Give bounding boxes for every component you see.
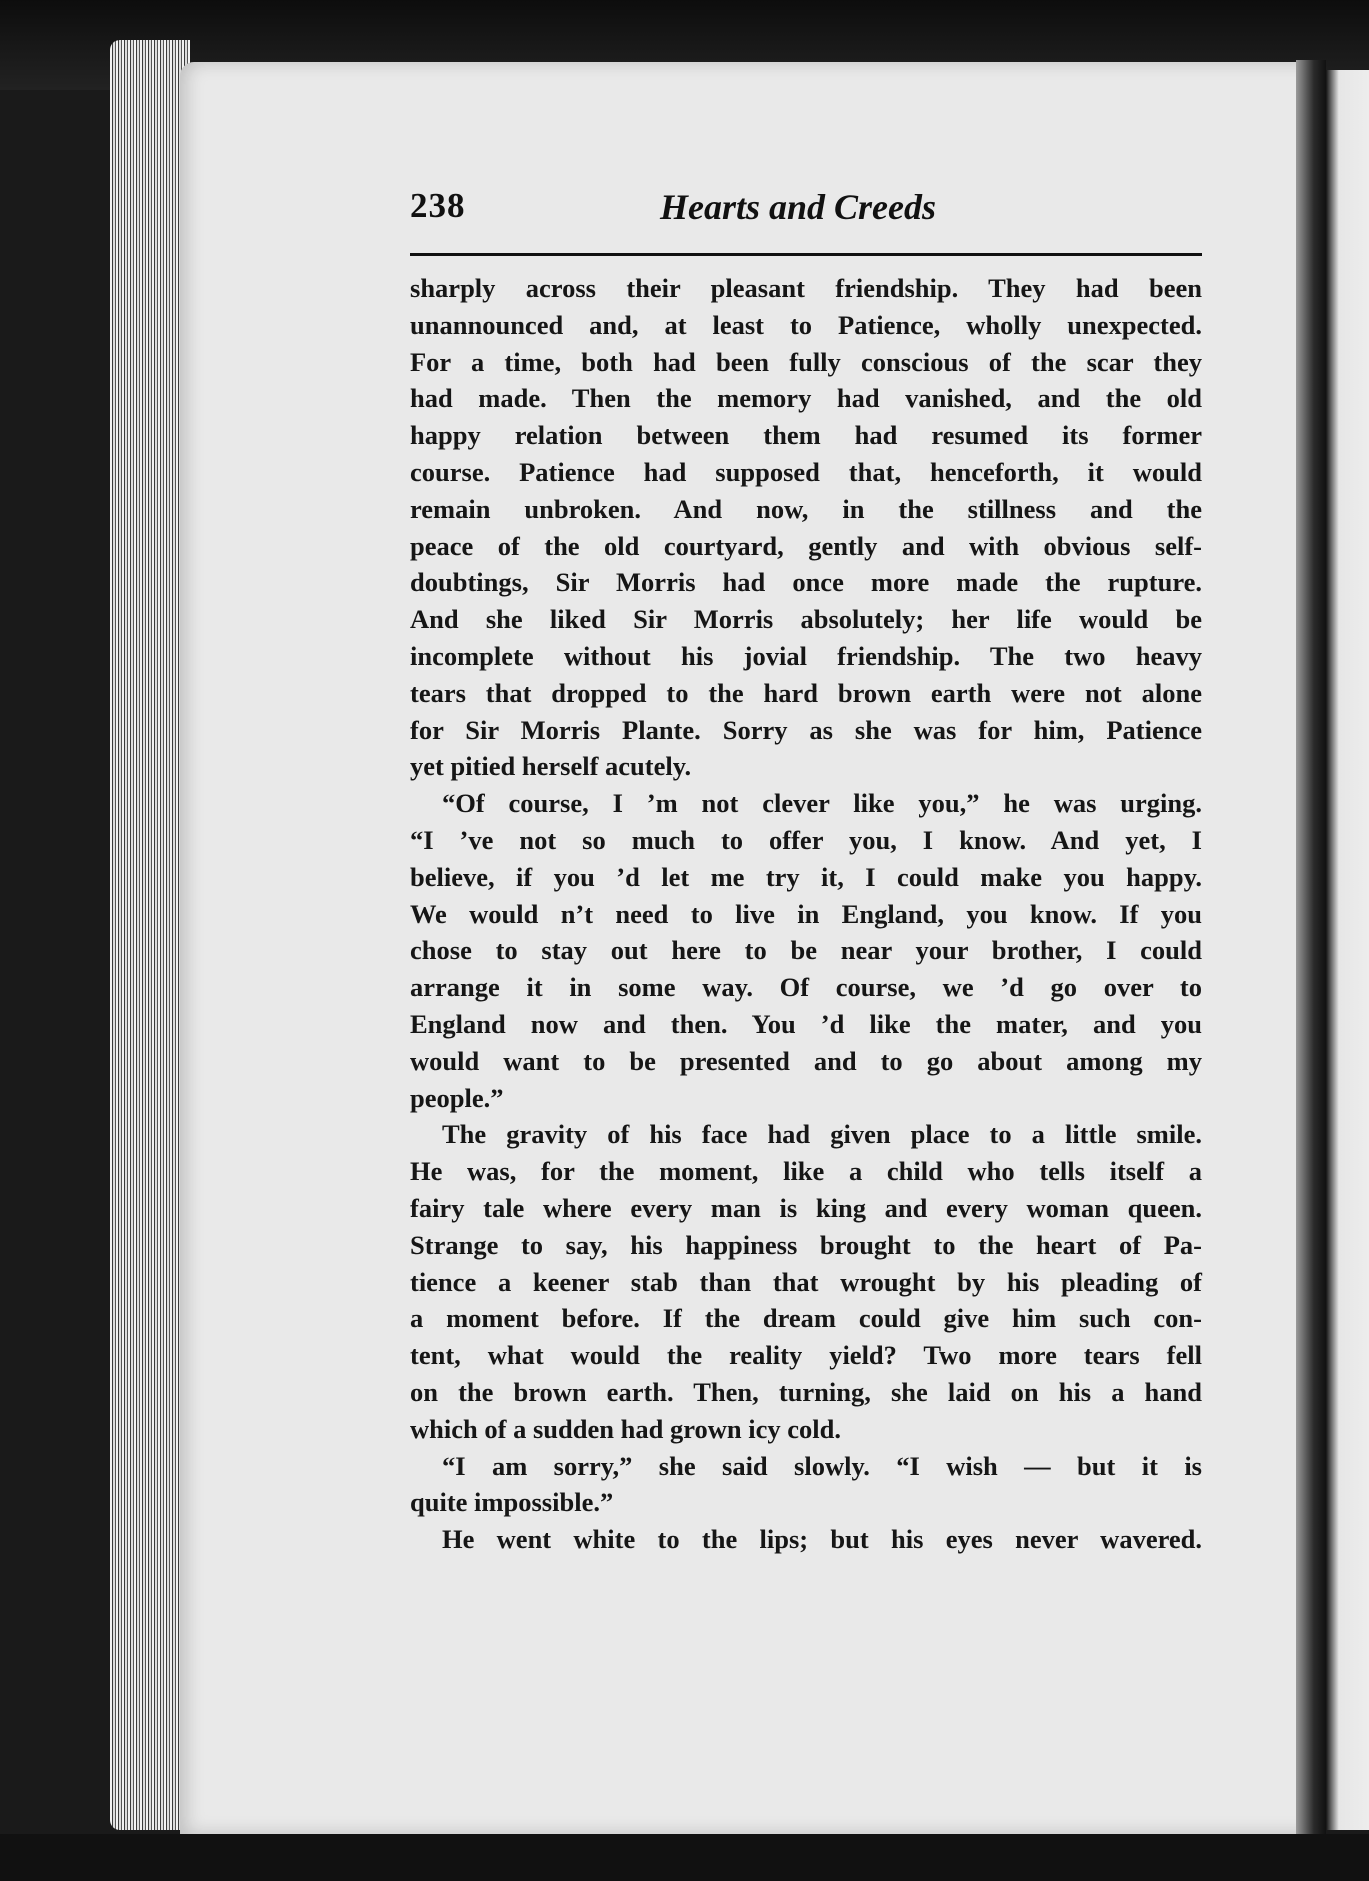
book-page-edges	[110, 40, 190, 1830]
header-rule	[410, 253, 1202, 256]
text-line: incomplete without his jovial friendship. The two heavy	[410, 640, 1202, 671]
text-line: “Of course, I ’m not clever like you,” he was urging.	[442, 788, 1202, 819]
book-gutter	[1296, 60, 1326, 1840]
text-line: believe, if you ’d let me try it, I could make you happy.	[410, 861, 1202, 892]
text-line: had made. Then the memory had vanished, and the old	[410, 383, 1202, 414]
text-line: on the brown earth. Then, turning, she laid on his a hand	[410, 1376, 1202, 1407]
text-line: arrange it in some way. Of course, we ’d go over to	[410, 972, 1202, 1003]
text-line: “I am sorry,” she said slowly. “I wish — but it is	[442, 1450, 1202, 1481]
running-title: Hearts and Creeds	[660, 187, 937, 227]
text-line: Strange to say, his happiness brought to the heart of Pa-	[410, 1229, 1202, 1260]
text-line: He went white to the lips; but his eyes never wavered.	[442, 1524, 1202, 1555]
text-line: which of a sudden had grown icy cold.	[410, 1413, 841, 1444]
text-line: chose to stay out here to be near your brother, I could	[410, 935, 1202, 966]
text-line: peace of the old courtyard, gently and with obvious self-	[410, 530, 1202, 561]
text-line: remain unbroken. And now, in the stillness and the	[410, 493, 1202, 524]
text-line: would want to be presented and to go about among my	[410, 1045, 1202, 1076]
text-line: The gravity of his face had given place to a little smile.	[442, 1119, 1202, 1150]
text-line: happy relation between them had resumed its former	[410, 420, 1202, 451]
scan-background-bottom	[0, 1834, 1369, 1881]
text-line: tent, what would the reality yield? Two more tears fell	[410, 1340, 1202, 1371]
facing-page-edge	[1326, 70, 1369, 1830]
text-line: He was, for the moment, like a child who tells itself a	[410, 1156, 1202, 1187]
text-line: doubtings, Sir Morris had once more made the rupture.	[410, 567, 1202, 598]
text-line: tience a keener stab than that wrought by his pleading of	[410, 1266, 1202, 1297]
text-line: people.”	[410, 1082, 504, 1113]
text-line: course. Patience had supposed that, henceforth, it would	[410, 456, 1202, 487]
text-line: yet pitied herself acutely.	[410, 751, 692, 782]
text-line: for Sir Morris Plante. Sorry as she was for him, Patience	[410, 714, 1202, 745]
text-line: unannounced and, at least to Patience, wholly unexpected.	[410, 309, 1202, 340]
text-line: sharply across their pleasant friendship. They had been	[410, 273, 1202, 303]
text-line: a moment before. If the dream could give him such con-	[410, 1303, 1202, 1334]
running-header	[410, 186, 1202, 236]
text-line: We would n’t need to live in England, you know. If you	[410, 898, 1202, 929]
text-line: tears that dropped to the hard brown earth were not alone	[410, 677, 1202, 708]
body-text	[410, 270, 1202, 1558]
text-line: “I ’ve not so much to offer you, I know. And yet, I	[410, 824, 1202, 855]
text-line: quite impossible.”	[410, 1487, 614, 1518]
text-line: And she liked Sir Morris absolutely; her life would be	[410, 604, 1202, 635]
text-line: England now and then. You ’d like the mater, and you	[410, 1008, 1202, 1039]
page-number: 238	[410, 186, 466, 225]
text-line: For a time, both had been fully conscious of the scar they	[410, 346, 1202, 377]
text-line: fairy tale where every man is king and every woman queen.	[410, 1192, 1202, 1223]
